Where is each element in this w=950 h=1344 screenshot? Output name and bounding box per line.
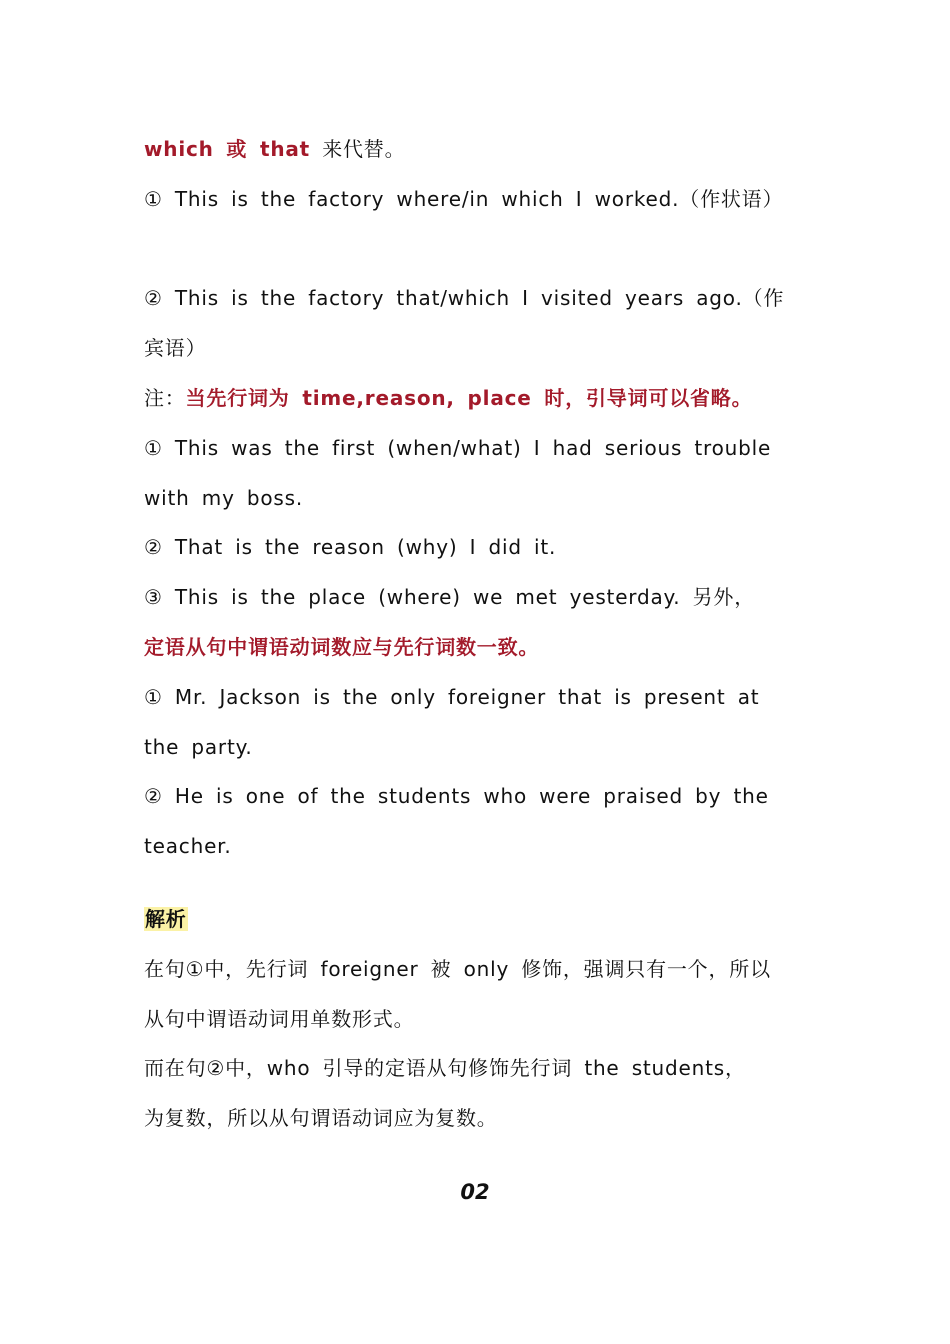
text-line xyxy=(144,130,804,180)
example-sentence: ① This is the factory where/in which I worked.（作状语） xyxy=(144,186,784,211)
text-span: 来代替。 xyxy=(310,137,406,161)
text-line: 宾语） xyxy=(144,336,207,361)
analysis-text: 从句中谓语动词用单数形式。 xyxy=(144,1006,415,1031)
analysis-heading-line xyxy=(144,900,804,950)
text-line: teacher. xyxy=(144,834,232,859)
analysis-text: 而在句②中，who 引导的定语从句修饰先行词 the students， xyxy=(144,1056,746,1081)
example-sentence: ② He is one of the students who were praised by the xyxy=(144,784,769,809)
analysis-text: 在句①中，先行词 foreigner 被 only 修饰，强调只有一个，所以 xyxy=(144,956,771,981)
analysis-heading: 解析 xyxy=(145,906,187,931)
spacer xyxy=(144,877,804,900)
emphasis-line: 定语从句中谓语动词数应与先行词数一致。 xyxy=(144,634,540,659)
example-sentence: ② That is the reason (why) I did it. xyxy=(144,535,557,560)
spacer xyxy=(144,230,804,280)
document-body xyxy=(144,130,804,1149)
text-line: the party. xyxy=(144,734,253,759)
note-line xyxy=(144,379,804,429)
analysis-text: 为复数，所以从句谓语动词应为复数。 xyxy=(144,1106,498,1131)
page-number: 02 xyxy=(460,1180,490,1204)
note-prefix: 注： xyxy=(144,385,186,410)
example-sentence: ② This is the factory that/which I visited years ago.（作 xyxy=(144,286,785,311)
example-sentence: ③ This is the place (where) we met yesterday. 另外， xyxy=(144,585,756,610)
text-line: with my boss. xyxy=(144,485,303,510)
example-sentence: ① Mr. Jackson is the only foreigner that is present at xyxy=(144,684,760,709)
emphasis-text: which 或 that xyxy=(144,137,311,161)
emphasis-text: 当先行词为 time,reason, place 时，引导词可以省略。 xyxy=(185,385,753,410)
example-sentence: ① This was the first (when/what) I had serious trouble xyxy=(144,435,772,460)
